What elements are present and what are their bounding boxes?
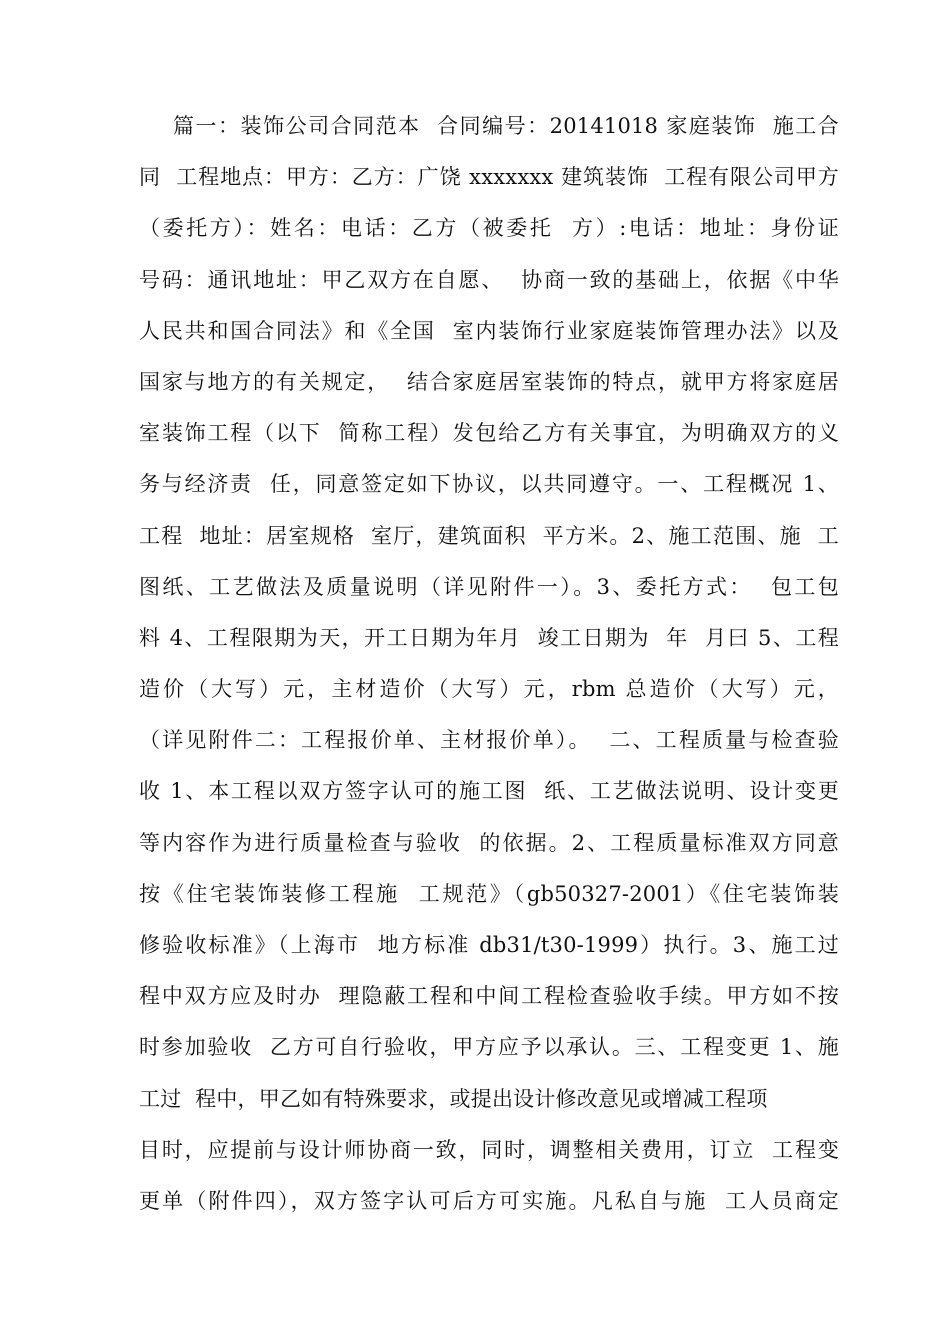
text-line: 工过 程中，甲乙如有特殊要求，或提出设计修改意见或增减工程项 <box>139 1086 768 1111</box>
text-line: （委托方）：姓名：电话：乙方（被委托 方）:电话：地址：身份证 <box>139 216 839 241</box>
text-line: 篇一：装饰公司合同范本 合同编号：20141018 家庭装饰 施工合 <box>173 114 839 138</box>
text-line: 造价（大写）元，主材造价（大写）元，rbm 总造价（大写）元， <box>139 677 839 702</box>
text-line: 号码：通讯地址：甲乙双方在自愿、 协商一致的基础上，依据《中华 <box>139 267 839 292</box>
text-line: 图纸、工艺做法及质量说明（详见附件一）。3、委托方式： 包工包 <box>139 574 839 599</box>
contract-body-text <box>139 101 839 1227</box>
text-line: 时参加验收 乙方可自行验收，甲方应予以承认。三、工程变更 1、施 <box>139 1035 839 1060</box>
text-line: 等内容作为进行质量检查与验收 的依据。2、工程质量标准双方同意 <box>139 830 839 855</box>
text-line: 人民共和国合同法》和《全国 室内装饰行业家庭装饰管理办法》以及 <box>139 318 839 343</box>
text-line: （详见附件二：工程报价单、主材报价单）。 二、工程质量与检查验 <box>139 728 839 753</box>
text-line: 按《住宅装饰装修工程施 工规范》（gb50327-2001）《住宅装饰装 <box>139 881 839 906</box>
text-line: 修验收标准》（上海市 地方标准 db31/t30-1999）执行。3、施工过 <box>139 933 839 957</box>
text-line: 收 1、本工程以双方签字认可的施工图 纸、工艺做法说明、设计变更 <box>139 779 839 804</box>
text-line: 程中双方应及时办 理隐蔽工程和中间工程检查验收手续。甲方如不按 <box>139 984 839 1009</box>
text-line: 务与经济责 任，同意签定如下协议，以共同遵守。一、工程概况 1、 <box>139 472 839 497</box>
text-line: 室装饰工程（以下 简称工程）发包给乙方有关事宜，为明确双方的义 <box>139 421 839 446</box>
text-line: 目时，应提前与设计师协商一致，同时，调整相关费用，订立 工程变 <box>139 1137 839 1162</box>
text-line: 料 4、工程限期为天，开工日期为年月 竣工日期为 年 月曰 5、工程 <box>139 625 839 650</box>
text-line: 国家与地方的有关规定， 结合家庭居室装饰的特点，就甲方将家庭居 <box>139 369 839 394</box>
text-line: 更单（附件四），双方签字认可后方可实施。凡私自与施 工人员商定 <box>139 1188 839 1213</box>
text-line: 工程 地址：居室规格 室厅，建筑面积 平方米。2、施工范围、施 工 <box>139 523 839 548</box>
text-line: 同 工程地点：甲方：乙方：广饶 xxxxxxx 建筑装饰 工程有限公司甲方 <box>139 165 839 190</box>
